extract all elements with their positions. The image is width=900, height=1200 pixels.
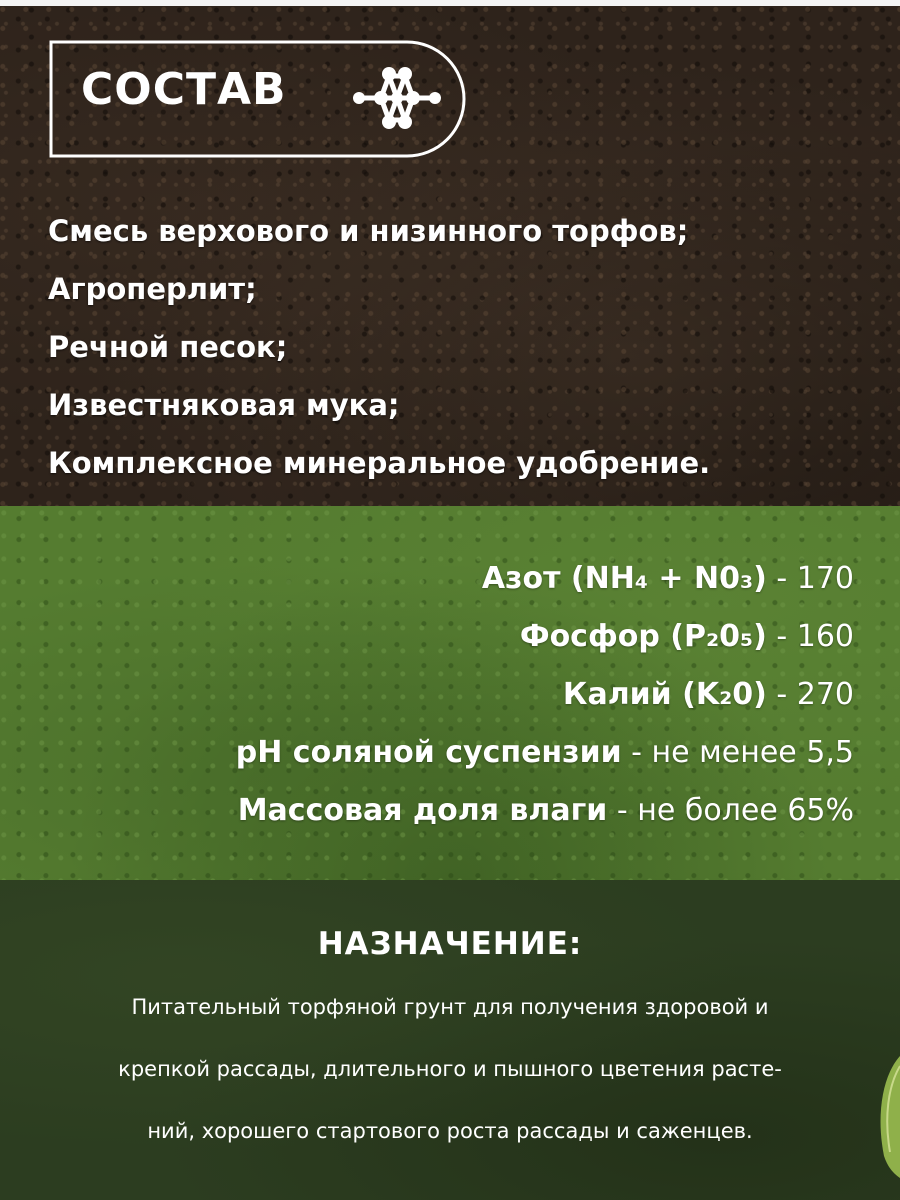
purpose-line: крепкой рассады, длительного и пышного цветения расте-: [118, 1057, 782, 1081]
nutrient-value: - 270: [766, 677, 854, 712]
nutrient-label: Массовая доля влаги: [237, 793, 608, 828]
nutrient-label: Калий (K₂0): [562, 677, 767, 712]
purpose-title: НАЗНАЧЕНИЕ:: [317, 926, 583, 962]
nutrient-value: - не более 65%: [607, 793, 854, 828]
composition-title: СОСТАВ: [81, 64, 287, 115]
ingredients-list: [48, 202, 710, 492]
nutrient-row: [236, 550, 854, 608]
ingredient-item: Агроперлит;: [48, 272, 257, 306]
ingredient-item: Смесь верхового и низинного торфов;: [48, 214, 689, 248]
nutrient-row: [236, 782, 854, 840]
purpose-line: ний, хорошего стартового роста рассады и саженцев.: [147, 1119, 753, 1143]
nutrient-label: Азот (NH₄ + N0₃): [481, 561, 767, 596]
composition-section: [0, 6, 900, 506]
purpose-description: [30, 976, 870, 1162]
ingredient-item: Комплексное минеральное удобрение.: [48, 446, 711, 480]
nutrient-value: - не менее 5,5: [621, 735, 854, 770]
nutrient-label: Фосфор (P₂0₅): [519, 619, 767, 654]
molecule-icon: [351, 62, 443, 134]
ingredient-item: Речной песок;: [48, 330, 288, 364]
nutrient-value: - 160: [766, 619, 854, 654]
nutrients-list: [236, 550, 854, 840]
nutrient-value: - 170: [766, 561, 854, 596]
nutrients-section: [0, 506, 900, 880]
nutrient-row: [236, 666, 854, 724]
ingredient-item: Известняковая мука;: [48, 388, 400, 422]
purpose-section: [0, 880, 900, 1200]
nutrient-row: [236, 724, 854, 782]
nutrient-row: [236, 608, 854, 666]
nutrient-label: pH соляной суспензии: [235, 735, 622, 770]
leaf-decoration: [876, 1056, 900, 1178]
composition-title-frame: [49, 40, 467, 158]
purpose-line: Питательный торфяной грунт для получения здоровой и: [131, 995, 769, 1019]
